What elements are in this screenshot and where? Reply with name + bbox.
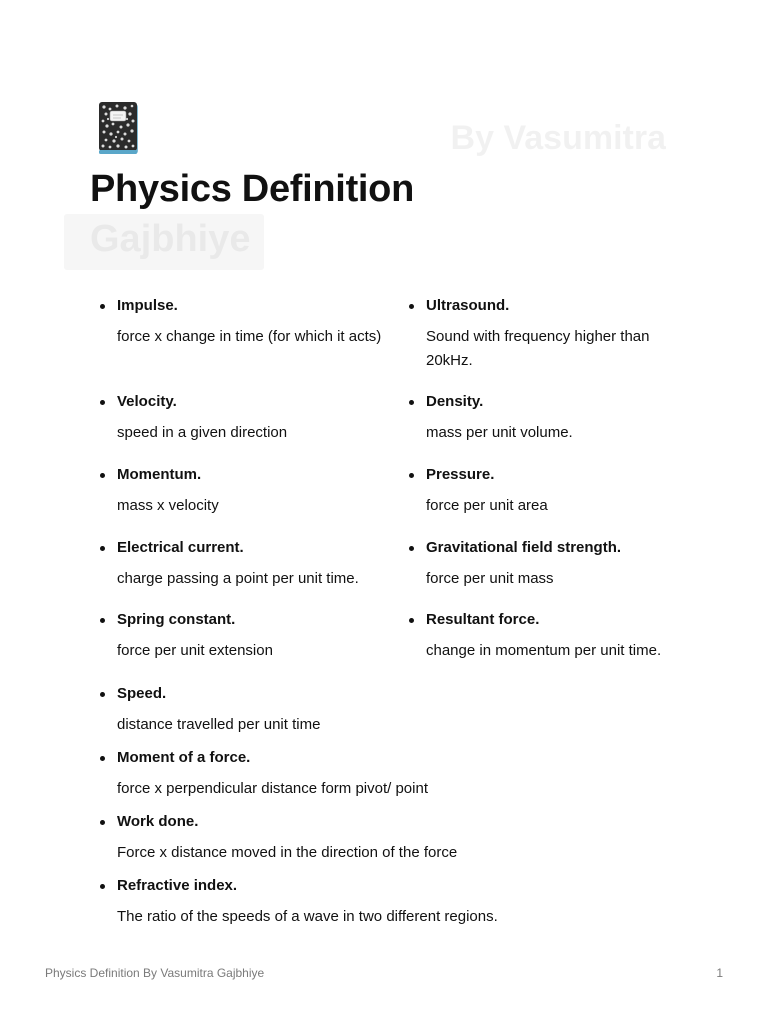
definition-description: distance travelled per unit time: [117, 716, 321, 733]
bullet-dot: [100, 546, 105, 551]
definition-term: Momentum.: [117, 466, 202, 483]
list-item: [98, 294, 388, 390]
bullet-dot: [100, 304, 105, 309]
definition-term: Electrical current.: [117, 539, 244, 556]
bullet-dot: [100, 400, 105, 405]
definition-description: Sound with frequency higher than 20kHz.: [426, 328, 650, 369]
list-item: [98, 682, 698, 746]
definition-term: Ultrasound.: [426, 297, 510, 314]
bullet-dot: [409, 304, 414, 309]
definitions-right-column: [407, 294, 697, 681]
footer-document-label: Physics Definition By Vasumitra Gajbhiye: [45, 966, 265, 980]
bullet-dot: [100, 692, 105, 697]
bullet-dot: [409, 618, 414, 623]
definition-term: Gravitational field strength.: [426, 539, 622, 556]
list-item: [98, 390, 388, 463]
definition-description: force per unit mass: [426, 570, 554, 587]
bullet-dot: [100, 756, 105, 761]
definition-term: Velocity.: [117, 393, 177, 410]
page-title: Physics Definition: [90, 168, 415, 210]
definition-term: Resultant force.: [426, 611, 540, 628]
definition-description: charge passing a point per unit time.: [117, 570, 359, 587]
bullet-dot: [100, 473, 105, 478]
list-item: [407, 294, 697, 390]
list-item: [407, 390, 697, 463]
definition-term: Work done.: [117, 813, 199, 830]
ghost-author-line1: By Vasumitra: [450, 119, 666, 157]
bullet-dot: [409, 400, 414, 405]
ghost-author-line2: Gajbhiye: [90, 218, 251, 260]
definition-term: Density.: [426, 393, 484, 410]
definition-term: Moment of a force.: [117, 749, 251, 766]
notebook-icon: [97, 101, 141, 155]
definition-description: force x change in time (for which it acts): [117, 328, 382, 345]
definition-description: mass per unit volume.: [426, 424, 573, 441]
definition-description: mass x velocity: [117, 497, 219, 514]
definition-term: Spring constant.: [117, 611, 236, 628]
definitions-full-width: [98, 682, 698, 938]
bullet-dot: [100, 820, 105, 825]
title-shadow-box: [64, 214, 264, 270]
list-item: [98, 810, 698, 874]
definition-term: Speed.: [117, 685, 167, 702]
definition-term: Refractive index.: [117, 877, 238, 894]
definition-term: Impulse.: [117, 297, 178, 314]
ghost-author-text: [416, 118, 666, 248]
list-item: [98, 874, 698, 938]
page-number: 1: [716, 966, 723, 980]
list-item: [407, 608, 697, 681]
definition-term: Pressure.: [426, 466, 495, 483]
definition-description: speed in a given direction: [117, 424, 288, 441]
list-item: [407, 536, 697, 608]
definition-description: force x perpendicular distance form pivot/ point: [117, 780, 428, 797]
definition-description: force per unit area: [426, 497, 548, 514]
list-item: [98, 463, 388, 536]
definition-description: change in momentum per unit time.: [426, 642, 662, 659]
list-item: [407, 463, 697, 536]
bullet-dot: [409, 546, 414, 551]
definitions-left-column: [98, 294, 388, 681]
bullet-dot: [100, 618, 105, 623]
bullet-dot: [100, 884, 105, 889]
definition-description: force per unit extension: [117, 642, 273, 659]
definition-description: Force x distance moved in the direction of the force: [117, 844, 458, 861]
list-item: [98, 608, 388, 681]
bullet-dot: [409, 473, 414, 478]
list-item: [98, 746, 698, 810]
definition-description: The ratio of the speeds of a wave in two different regions.: [117, 908, 498, 925]
list-item: [98, 536, 388, 608]
